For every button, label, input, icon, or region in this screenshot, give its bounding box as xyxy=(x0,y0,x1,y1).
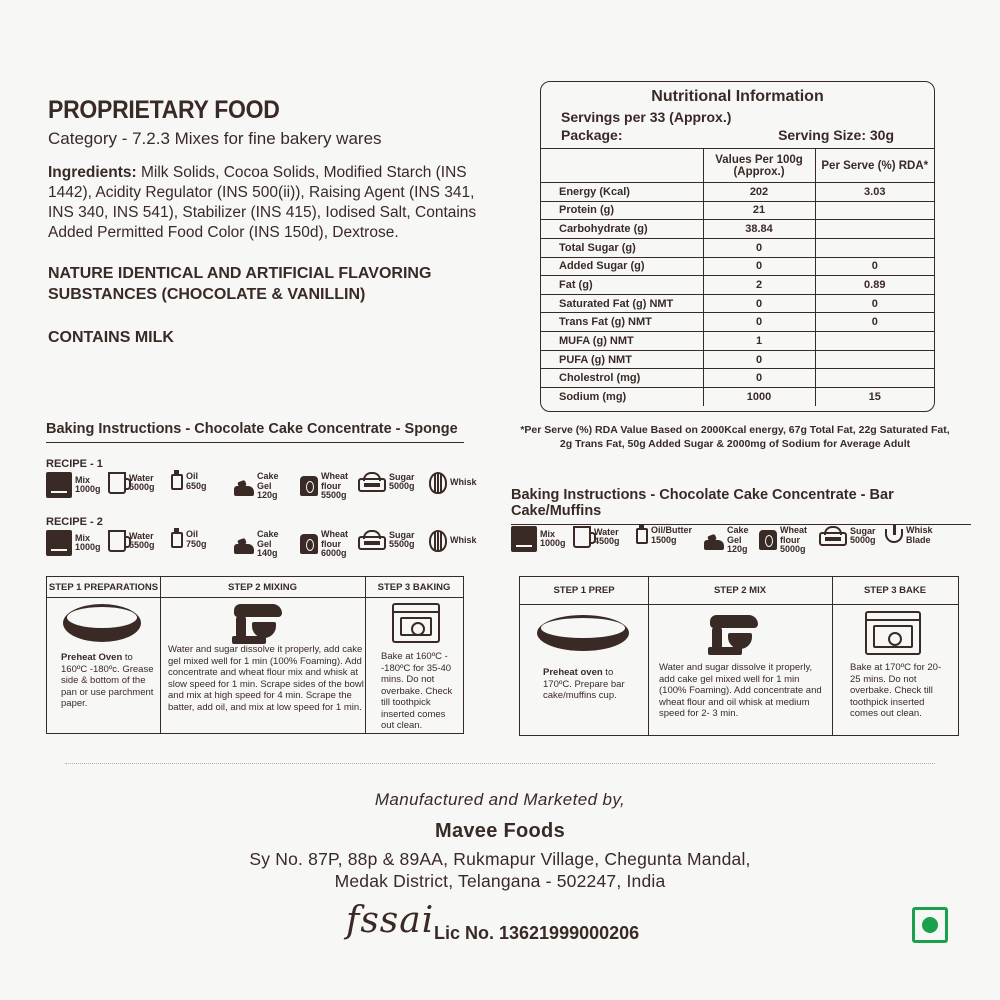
ingredient-label-line: 5500g xyxy=(129,540,155,550)
ingredients-text xyxy=(48,163,478,243)
ingredient-label-line: 140g xyxy=(257,548,278,558)
ingredient-label-line: flour xyxy=(321,538,341,549)
nutrient-rda: 0.89 xyxy=(815,276,934,295)
sugar-icon xyxy=(358,536,386,550)
nutrition-table xyxy=(541,148,934,406)
whisk-icon xyxy=(429,530,447,552)
nutrient-per100: 0 xyxy=(703,350,815,369)
bar-step3-text: Bake at 170ºC for 20-25 mins. Do not overbake. Check till toothpick inserted comes out clean. xyxy=(850,662,942,719)
recipe-2-ingredients xyxy=(46,530,486,564)
muffin-pan-icon xyxy=(537,615,629,651)
package-label: Package: xyxy=(561,127,623,143)
nutrient-name: MUFA (g) NMT xyxy=(541,332,703,351)
ingredient-label-line: Mix xyxy=(75,532,91,543)
ingredient-label-line: 120g xyxy=(727,544,748,554)
ingredient-item xyxy=(819,526,876,546)
ingredient-label-line: Cake xyxy=(257,471,279,481)
nutrition-row xyxy=(541,183,934,202)
ingredient-label-line: Whisk xyxy=(450,535,477,546)
ingredient-label-line: 1000g xyxy=(540,538,566,548)
ingredient-label xyxy=(257,530,279,559)
manufacturer-label: Manufactured and Marketed by, xyxy=(374,790,626,809)
ingredient-label-line: Gel xyxy=(257,480,272,491)
ingredients-label: Ingredients: xyxy=(48,164,137,181)
allergen-statement: CONTAINS MILK xyxy=(48,329,174,346)
ingredient-label xyxy=(129,532,155,551)
ingredient-item xyxy=(234,472,279,501)
ingredient-label xyxy=(257,472,279,501)
ingredient-item xyxy=(234,530,279,559)
whisk-blade-icon xyxy=(885,529,903,543)
ingredient-item xyxy=(108,530,155,552)
bar-cake-ingredients xyxy=(511,526,991,560)
ingredient-item xyxy=(358,530,415,550)
rda-column-header: Per Serve (%) RDA* xyxy=(815,149,934,183)
nutrient-column-header xyxy=(541,149,703,183)
ingredient-label xyxy=(780,526,807,555)
oven-icon xyxy=(392,603,440,643)
oil-bottle-icon xyxy=(171,532,183,548)
recipe-1-ingredients xyxy=(46,472,486,506)
ingredient-label-line: 6000g xyxy=(321,548,347,558)
product-category: Category - 7.2.3 Mixes for fine bakery wares xyxy=(48,129,382,148)
whisk-icon xyxy=(429,472,447,494)
column-divider xyxy=(832,577,833,735)
water-jug-icon xyxy=(573,526,591,548)
ingredient-label-line: Wheat xyxy=(321,471,348,481)
nutrition-row xyxy=(541,369,934,388)
ingredient-label-line: Wheat xyxy=(321,529,348,539)
ingredient-label-line: 5000g xyxy=(129,482,155,492)
ingredient-item xyxy=(46,472,101,498)
ingredient-label-line: 1000g xyxy=(75,484,101,494)
nutrient-rda: 0 xyxy=(815,294,934,313)
nutrition-row xyxy=(541,238,934,257)
nutrient-rda: 3.03 xyxy=(815,183,934,202)
bar-step1-body: to 170ºC. Prepare bar cake/muffins cup. xyxy=(543,667,625,701)
nutrition-title: Nutritional Information xyxy=(651,88,824,105)
mix-icon xyxy=(46,530,72,556)
stand-mixer-icon xyxy=(708,615,764,655)
nutrient-name: Saturated Fat (g) NMT xyxy=(541,294,703,313)
bar-step2-header: STEP 2 MIX xyxy=(648,577,832,605)
oil-bottle-icon xyxy=(636,528,648,544)
ingredient-item xyxy=(300,530,348,559)
nutrient-per100: 21 xyxy=(703,201,815,220)
nutrient-per100: 38.84 xyxy=(703,220,815,239)
nutrient-name: Energy (Kcal) xyxy=(541,183,703,202)
nutrition-row xyxy=(541,294,934,313)
nutrient-rda xyxy=(815,220,934,239)
nutrition-row xyxy=(541,201,934,220)
nutrition-row xyxy=(541,332,934,351)
ingredient-item xyxy=(636,526,692,545)
flavoring-statement: NATURE IDENTICAL AND ARTIFICIAL FLAVORING SUBSTANCES (CHOCOLATE & VANILLIN) xyxy=(48,265,432,303)
nutrient-name: Added Sugar (g) xyxy=(541,257,703,276)
ingredient-label-line: 650g xyxy=(186,480,207,491)
bar-step1-header: STEP 1 PREP xyxy=(520,577,648,605)
nutrient-rda: 0 xyxy=(815,257,934,276)
ingredient-label-line: Water xyxy=(129,530,154,541)
ingredient-label xyxy=(450,536,477,546)
water-jug-icon xyxy=(108,472,126,494)
ingredient-label-line: Blade xyxy=(906,534,931,545)
ingredient-label-line: Gel xyxy=(257,538,272,549)
recipe-2-label: RECIPE - 2 xyxy=(46,516,103,528)
ingredient-label xyxy=(186,472,207,491)
ingredient-label-line: Water xyxy=(594,526,619,537)
ingredient-label xyxy=(389,531,415,550)
ingredient-label-line: flour xyxy=(321,480,341,491)
ingredient-item xyxy=(885,526,933,545)
oven-icon xyxy=(865,611,921,655)
nutrient-name: Total Sugar (g) xyxy=(541,238,703,257)
ingredient-label-line: 5000g xyxy=(850,535,876,545)
ingredient-item xyxy=(511,526,566,552)
ingredient-label-line: Mix xyxy=(75,474,91,485)
bar-cake-steps-table xyxy=(519,576,959,736)
nutrient-name: PUFA (g) NMT xyxy=(541,350,703,369)
nutrient-rda: 15 xyxy=(815,388,934,407)
nutrient-rda xyxy=(815,350,934,369)
ingredient-item xyxy=(429,530,477,552)
bar-step3-header: STEP 3 BAKE xyxy=(832,577,958,605)
sugar-icon xyxy=(358,478,386,492)
mix-icon xyxy=(511,526,537,552)
ingredient-label-line: 4500g xyxy=(594,536,620,546)
nutrient-rda xyxy=(815,201,934,220)
sponge-step3-text: Bake at 160ºC - -180ºC for 35-40 mins. Do not overbake. Check till toothpick inserted comes out clean. xyxy=(381,651,453,731)
ingredient-label xyxy=(75,476,101,495)
ingredient-item xyxy=(358,472,415,492)
water-jug-icon xyxy=(108,530,126,552)
cake-gel-icon xyxy=(234,486,254,496)
ingredient-item xyxy=(759,526,807,555)
vegetarian-mark-icon xyxy=(912,907,948,943)
sponge-steps-table xyxy=(46,576,464,734)
ingredient-label xyxy=(129,474,155,493)
manufacturer-name: Mavee Foods xyxy=(435,820,565,842)
nutrition-row xyxy=(541,313,934,332)
ingredient-label-line: 5000g xyxy=(389,481,415,491)
ingredient-label xyxy=(321,530,348,559)
ingredient-label xyxy=(727,526,749,555)
ingredient-item xyxy=(429,472,477,494)
ingredient-label xyxy=(906,526,933,545)
nutrition-row xyxy=(541,257,934,276)
nutrient-name: Cholestrol (mg) xyxy=(541,369,703,388)
ingredient-label-line: 750g xyxy=(186,538,207,549)
license-number: Lic No. 13621999000206 xyxy=(434,923,640,943)
mix-icon xyxy=(46,472,72,498)
ingredient-label-line: flour xyxy=(780,534,800,545)
sugar-icon xyxy=(819,532,847,546)
nutrient-per100: 202 xyxy=(703,183,815,202)
ingredient-label xyxy=(651,526,692,545)
ingredient-label-line: Sugar xyxy=(850,525,876,536)
sponge-step2-text: Water and sugar dissolve it properly, add cake gel mixed well for 1 min (100% Foaming). Add concentrate and wheat flour mix and whisk at slow speed for 1 min. Scrape sides of the bowl and mix at high speed for 4 min. Scrape the batter, add oil, and mix at low speed for 1 min. xyxy=(168,644,364,713)
nutrient-per100: 0 xyxy=(703,238,815,257)
ingredient-label-line: 120g xyxy=(257,490,278,500)
ingredient-label xyxy=(850,527,876,546)
nutrient-name: Sodium (mg) xyxy=(541,388,703,407)
nutrition-row xyxy=(541,276,934,295)
ingredient-label-line: Wheat xyxy=(780,525,807,535)
ingredient-item xyxy=(46,530,101,556)
nutrition-header-row xyxy=(541,149,934,183)
ingredient-label xyxy=(186,530,207,549)
ingredient-label-line: 5000g xyxy=(780,544,806,554)
ingredient-label-line: Cake xyxy=(727,525,749,535)
ingredient-label xyxy=(389,473,415,492)
nutrient-name: Fat (g) xyxy=(541,276,703,295)
column-divider xyxy=(648,577,649,735)
bar-step1-text xyxy=(543,667,638,702)
bar-step2-text: Water and sugar dissolve it properly, add cake gel mixed well for 1 min (100% Foaming). Add concentrate and wheat flour and oil whisk at medium speed for 2- 3 min. xyxy=(659,662,822,719)
column-divider xyxy=(365,577,366,733)
ingredient-item xyxy=(108,472,155,494)
per100-column-header: Values Per 100g (Approx.) xyxy=(703,149,815,183)
nutrient-name: Carbohydrate (g) xyxy=(541,220,703,239)
nutrient-per100: 1 xyxy=(703,332,815,351)
nutrient-rda xyxy=(815,369,934,388)
recipe-1-label: RECIPE - 1 xyxy=(46,458,103,470)
nutrient-rda: 0 xyxy=(815,313,934,332)
nutrient-per100: 2 xyxy=(703,276,815,295)
ingredient-label-line: Gel xyxy=(727,534,742,545)
ingredient-label-line: 1500g xyxy=(651,534,677,545)
baking-pan-icon xyxy=(63,604,141,642)
ingredient-label-line: Oil xyxy=(186,529,199,539)
nutrition-row xyxy=(541,388,934,407)
wheat-flour-icon xyxy=(759,530,777,550)
bar-cake-instructions-heading: Baking Instructions - Chocolate Cake Concentrate - Bar Cake/Muffins xyxy=(511,487,971,525)
nutrient-per100: 0 xyxy=(703,369,815,388)
ingredient-label-line: Oil/Butter xyxy=(651,525,693,535)
nutrient-name: Trans Fat (g) NMT xyxy=(541,313,703,332)
sponge-step1-bold: Preheat Oven xyxy=(61,652,123,663)
nutrient-per100: 0 xyxy=(703,313,815,332)
rda-footnote: *Per Serve (%) RDA Value Based on 2000Kcal energy, 67g Total Fat, 22g Saturated Fat, 2g Trans Fat, 50g Added Sugar & 2000mg of Sodium for Average Adult xyxy=(520,424,950,450)
nutrition-row xyxy=(541,350,934,369)
ingredient-label-line: 5500g xyxy=(389,539,415,549)
nutrient-rda xyxy=(815,332,934,351)
ingredient-label-line: 5500g xyxy=(321,490,347,500)
nutrient-per100: 0 xyxy=(703,257,815,276)
nutrition-row xyxy=(541,220,934,239)
footer-divider xyxy=(65,763,935,764)
ingredient-item xyxy=(300,472,348,501)
sponge-step2-header: STEP 2 MIXING xyxy=(160,577,365,598)
wheat-flour-icon xyxy=(300,534,318,554)
ingredient-item xyxy=(171,472,207,491)
sponge-step1-header: STEP 1 PREPARATIONS xyxy=(47,577,160,598)
ingredient-label-line: Sugar xyxy=(389,529,415,540)
ingredient-label-line: Water xyxy=(129,472,154,483)
ingredient-label-line: Oil xyxy=(186,471,199,481)
ingredient-label-line: Mix xyxy=(540,528,556,539)
ingredient-label-line: Whisk xyxy=(906,525,933,535)
ingredients-list: Milk Solids, Cocoa Solids, Modified Starch (INS 1442), Acidity Regulator (INS 500(ii)), Raising Agent (INS 341, INS 340, INS 541), Stabilizer (INS 415), Iodised Salt, Contains Added Permitted Food Color (INS 150d), Dextrose. xyxy=(48,164,477,241)
column-divider xyxy=(160,577,161,733)
nutrition-panel xyxy=(540,81,935,412)
ingredient-label-line: Whisk xyxy=(450,477,477,488)
ingredient-label-line: Sugar xyxy=(389,471,415,482)
sponge-step3-header: STEP 3 BAKING xyxy=(365,577,463,598)
fssai-logo: fssai xyxy=(346,900,435,941)
ingredient-label xyxy=(450,478,477,488)
cake-gel-icon xyxy=(234,544,254,554)
nutrient-name: Protein (g) xyxy=(541,201,703,220)
nutrient-per100: 1000 xyxy=(703,388,815,407)
oil-bottle-icon xyxy=(171,474,183,490)
stand-mixer-icon xyxy=(232,604,288,644)
nutrient-per100: 0 xyxy=(703,294,815,313)
bar-step1-bold: Preheat oven xyxy=(543,667,603,678)
ingredient-label xyxy=(321,472,348,501)
ingredient-item xyxy=(704,526,749,555)
ingredient-label xyxy=(594,528,620,547)
address-line-1: Sy No. 87P, 88p & 89AA, Rukmapur Village, Chegunta Mandal, xyxy=(249,849,751,869)
sponge-step1-text xyxy=(61,652,157,710)
product-title: PROPRIETARY FOOD xyxy=(48,96,280,124)
ingredient-label xyxy=(75,534,101,553)
servings-per-pack: Servings per 33 (Approx.) xyxy=(561,109,732,125)
address-line-2: Medak District, Telangana - 502247, India xyxy=(334,871,666,891)
ingredient-label xyxy=(540,530,566,549)
nutrient-rda xyxy=(815,238,934,257)
ingredient-label-line: 1000g xyxy=(75,542,101,552)
wheat-flour-icon xyxy=(300,476,318,496)
ingredient-item xyxy=(573,526,620,548)
sponge-step1-body: to 160ºC -180ºc. Grease side & bottom of the pan or use parchment paper. xyxy=(61,652,154,709)
ingredient-item xyxy=(171,530,207,549)
sponge-instructions-heading: Baking Instructions - Chocolate Cake Concentrate - Sponge xyxy=(46,421,464,443)
cake-gel-icon xyxy=(704,540,724,550)
serving-size: Serving Size: 30g xyxy=(778,127,894,143)
ingredient-label-line: Cake xyxy=(257,529,279,539)
